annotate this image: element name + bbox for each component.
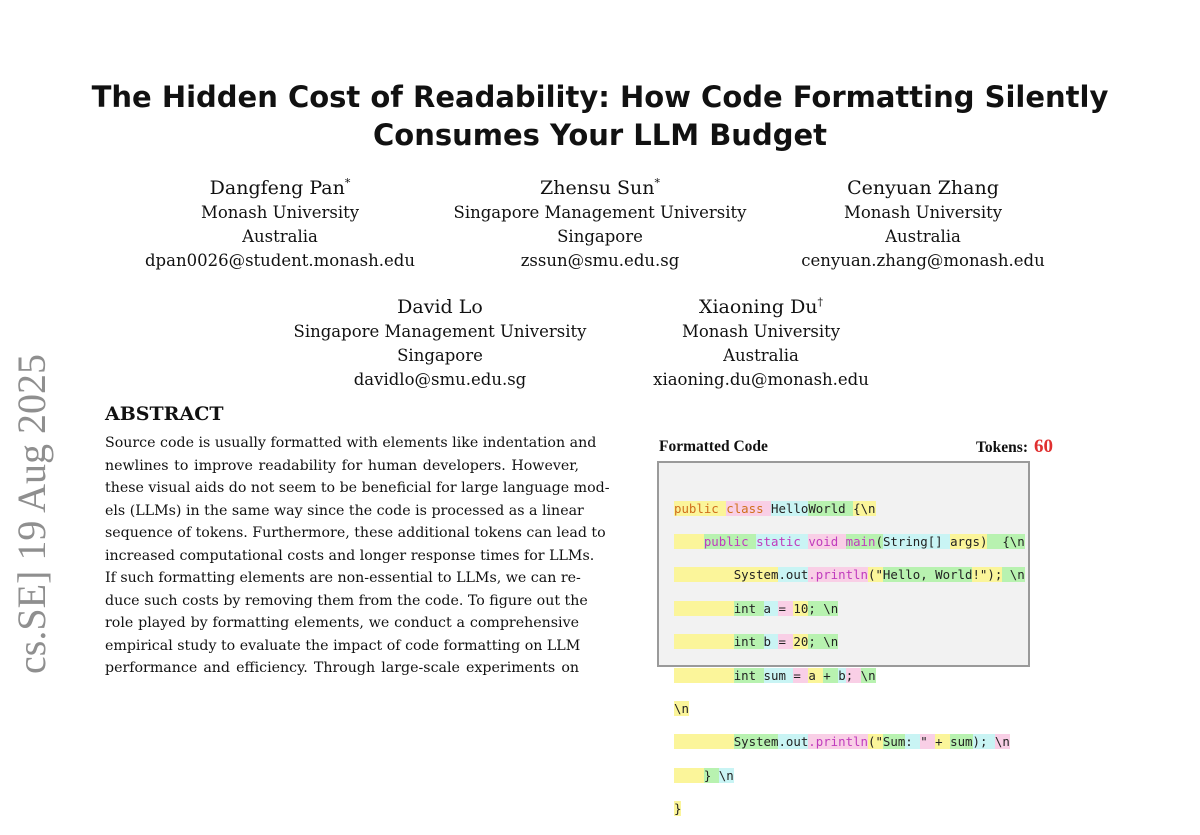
author-country: Australia xyxy=(242,227,318,246)
abstract-line: empirical study to evaluate the impact of code formatting on LLM xyxy=(105,637,581,654)
token-count-value: 60 xyxy=(1033,436,1053,457)
author-affiliation: Monash University xyxy=(200,203,360,222)
author-country: Australia xyxy=(723,346,799,365)
author-name: Dangfeng Pan* xyxy=(209,176,351,199)
author-affiliation: Monash University xyxy=(843,203,1003,222)
author-email[interactable]: xiaoning.du@monash.edu xyxy=(653,370,869,389)
abstract-heading: ABSTRACT xyxy=(105,403,224,425)
author-country: Australia xyxy=(885,227,961,246)
abstract-line: newlines to improve readability for human developers. However, xyxy=(105,457,579,474)
code-line: public class HelloWorld {\n xyxy=(674,500,876,516)
author-country: Singapore xyxy=(397,346,483,365)
code-line: } xyxy=(674,801,682,817)
code-listing xyxy=(674,484,1025,835)
code-line: \n xyxy=(674,701,689,717)
code-line: public static void main(String[] args) {\n xyxy=(674,534,1025,551)
author-block xyxy=(130,175,430,273)
author-name: Cenyuan Zhang xyxy=(847,177,999,199)
author-country: Singapore xyxy=(557,227,643,246)
author-block xyxy=(440,175,760,273)
code-line: System.out.println("Hello, World!"); \n xyxy=(674,567,1025,584)
author-name: Zhensu Sun* xyxy=(540,176,660,199)
author-block xyxy=(773,175,1073,273)
abstract-line: performance and efficiency. Through large-scale experiments on xyxy=(105,660,579,676)
author-affiliation: Monash University xyxy=(681,322,841,341)
figure-title: Formatted Code xyxy=(659,438,768,455)
abstract-line: Source code is usually formatted with elements like indentation and xyxy=(105,435,597,451)
abstract-line: If such formatting elements are non-essential to LLMs, we can re- xyxy=(105,570,581,586)
abstract-line: sequence of tokens. Furthermore, these additional tokens can lead to xyxy=(105,525,606,541)
title-line-1: The Hidden Cost of Readability: How Code Formatting Silently xyxy=(91,80,1109,114)
author-name: Xiaoning Du† xyxy=(698,295,824,318)
author-email[interactable]: zssun@smu.edu.sg xyxy=(520,251,680,270)
abstract-line: role played by formatting elements, we conduct a comprehensive xyxy=(105,615,579,631)
abstract-line: increased computational costs and longer response times for LLMs. xyxy=(105,547,595,564)
figure-token-count: Tokens: 60 xyxy=(976,436,1053,457)
code-line: int b = 20; \n xyxy=(674,634,1025,651)
author-name: David Lo xyxy=(397,296,483,318)
code-line: } \n xyxy=(674,768,1025,785)
abstract-line: els (LLMs) in the same way since the code is processed as a linear xyxy=(105,502,584,519)
code-line: System.out.println("Sum: " + sum); \n xyxy=(674,734,1025,751)
author-email[interactable]: cenyuan.zhang@monash.edu xyxy=(801,251,1045,270)
abstract-line: duce such costs by removing them from the code. To figure out the xyxy=(105,592,588,609)
paper-title xyxy=(60,78,1140,154)
author-block xyxy=(280,294,600,392)
author-email[interactable]: dpan0026@student.monash.edu xyxy=(145,251,415,270)
abstract-body xyxy=(105,432,610,680)
author-affiliation: Singapore Management University xyxy=(293,322,587,341)
author-affiliation: Singapore Management University xyxy=(453,203,747,222)
code-line: int sum = a + b; \n xyxy=(674,668,1025,685)
abstract-line: these visual aids do not seem to be beneficial for large language mod- xyxy=(105,480,610,496)
title-line-2: Consumes Your LLM Budget xyxy=(372,118,828,152)
author-block xyxy=(611,294,911,392)
code-line: int a = 10; \n xyxy=(674,601,1025,618)
author-email[interactable]: davidlo@smu.edu.sg xyxy=(353,370,527,389)
arxiv-side-label: cs.SE] 19 Aug 2025 xyxy=(9,354,54,674)
